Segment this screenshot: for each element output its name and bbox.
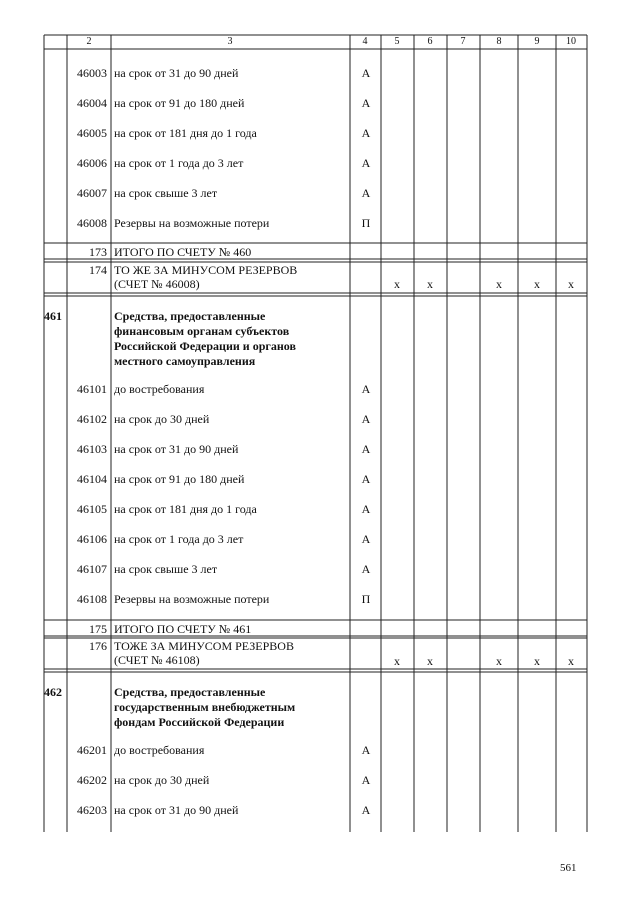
account-name: на срок от 1 года до 3 лет — [114, 532, 244, 546]
column-header-8: 8 — [496, 36, 502, 47]
cross-mark: x — [427, 277, 433, 291]
cross-mark: x — [568, 654, 574, 668]
total-460-text: ИТОГО ПО СЧЕТУ № 460 — [114, 245, 252, 259]
account-name: на срок свыше 3 лет — [114, 562, 218, 576]
account-code: 46104 — [77, 472, 107, 486]
account-code: 46203 — [77, 803, 107, 817]
account-type: П — [361, 216, 371, 230]
account-type: А — [361, 66, 371, 80]
page-number: 561 — [560, 862, 577, 874]
title-line: местного самоуправления — [114, 354, 256, 368]
account-462-number: 462 — [44, 685, 62, 699]
title-line: Российской Федерации и органов — [114, 339, 296, 353]
net-461-line1: ТОЖЕ ЗА МИНУСОМ РЕЗЕРВОВ — [114, 639, 294, 653]
account-type: А — [361, 96, 371, 110]
cross-mark: x — [394, 277, 400, 291]
total-461-number: 175 — [89, 622, 107, 636]
account-name: Резервы на возможные потери — [114, 592, 270, 606]
account-type: А — [361, 743, 371, 757]
account-name: Резервы на возможные потери — [114, 216, 270, 230]
account-name: на срок от 181 дня до 1 года — [114, 126, 257, 140]
cross-mark: x — [496, 654, 502, 668]
cross-mark: x — [568, 277, 574, 291]
column-header-10: 10 — [566, 36, 576, 47]
cross-mark: x — [427, 654, 433, 668]
account-name: на срок свыше 3 лет — [114, 186, 218, 200]
account-code: 46003 — [77, 66, 107, 80]
account-code: 46101 — [77, 382, 107, 396]
account-code: 46006 — [77, 156, 107, 170]
account-name: на срок от 181 дня до 1 года — [114, 502, 257, 516]
account-code: 46004 — [77, 96, 107, 110]
account-name: на срок от 31 до 90 дней — [114, 442, 239, 456]
column-header-7: 7 — [460, 36, 466, 47]
account-code: 46103 — [77, 442, 107, 456]
title-line: Средства, предоставленные — [114, 685, 266, 699]
account-name: до востребования — [114, 743, 205, 757]
account-type: А — [361, 803, 371, 817]
title-line: Средства, предоставленные — [114, 309, 266, 323]
net-460-number: 174 — [89, 263, 107, 277]
account-name: до востребования — [114, 382, 205, 396]
account-type: А — [361, 412, 371, 426]
account-code: 46102 — [77, 412, 107, 426]
column-header-5: 5 — [394, 36, 400, 47]
column-header-2: 2 — [86, 36, 92, 47]
account-type: А — [361, 126, 371, 140]
net-460-line1: ТО ЖЕ ЗА МИНУСОМ РЕЗЕРВОВ — [114, 263, 298, 277]
title-line: фондам Российской Федерации — [114, 715, 285, 729]
account-code: 46201 — [77, 743, 107, 757]
account-code: 46108 — [77, 592, 107, 606]
account-type: А — [361, 502, 371, 516]
total-460-number: 173 — [89, 245, 107, 259]
account-code: 46107 — [77, 562, 107, 576]
account-name: на срок от 31 до 90 дней — [114, 803, 239, 817]
account-name: на срок до 30 дней — [114, 412, 210, 426]
account-type: А — [361, 773, 371, 787]
account-name: на срок от 31 до 90 дней — [114, 66, 239, 80]
account-code: 46106 — [77, 532, 107, 546]
net-461-number: 176 — [89, 639, 107, 653]
account-type: А — [361, 532, 371, 546]
cross-mark: x — [534, 654, 540, 668]
account-type: П — [361, 592, 371, 606]
account-code: 46005 — [77, 126, 107, 140]
title-line: государственным внебюджетным — [114, 700, 296, 714]
account-461-number: 461 — [44, 309, 62, 323]
account-name: на срок от 91 до 180 дней — [114, 472, 245, 486]
column-header-4: 4 — [362, 36, 368, 47]
account-name: на срок до 30 дней — [114, 773, 210, 787]
account-code: 46007 — [77, 186, 107, 200]
column-header-3: 3 — [227, 36, 233, 47]
account-type: А — [361, 442, 371, 456]
account-type: А — [361, 562, 371, 576]
cross-mark: x — [534, 277, 540, 291]
account-name: на срок от 1 года до 3 лет — [114, 156, 244, 170]
column-header-9: 9 — [534, 36, 540, 47]
total-461-text: ИТОГО ПО СЧЕТУ № 461 — [114, 622, 252, 636]
account-type: А — [361, 472, 371, 486]
net-461-line2: (СЧЕТ № 46108) — [114, 653, 200, 667]
cross-mark: x — [496, 277, 502, 291]
account-code: 46105 — [77, 502, 107, 516]
cross-mark: x — [394, 654, 400, 668]
account-name: на срок от 91 до 180 дней — [114, 96, 245, 110]
title-line: финансовым органам субъектов — [114, 324, 290, 338]
column-header-6: 6 — [427, 36, 433, 47]
account-type: А — [361, 382, 371, 396]
account-code: 46008 — [77, 216, 107, 230]
account-code: 46202 — [77, 773, 107, 787]
account-type: А — [361, 186, 371, 200]
account-type: А — [361, 156, 371, 170]
net-460-line2: (СЧЕТ № 46008) — [114, 277, 200, 291]
